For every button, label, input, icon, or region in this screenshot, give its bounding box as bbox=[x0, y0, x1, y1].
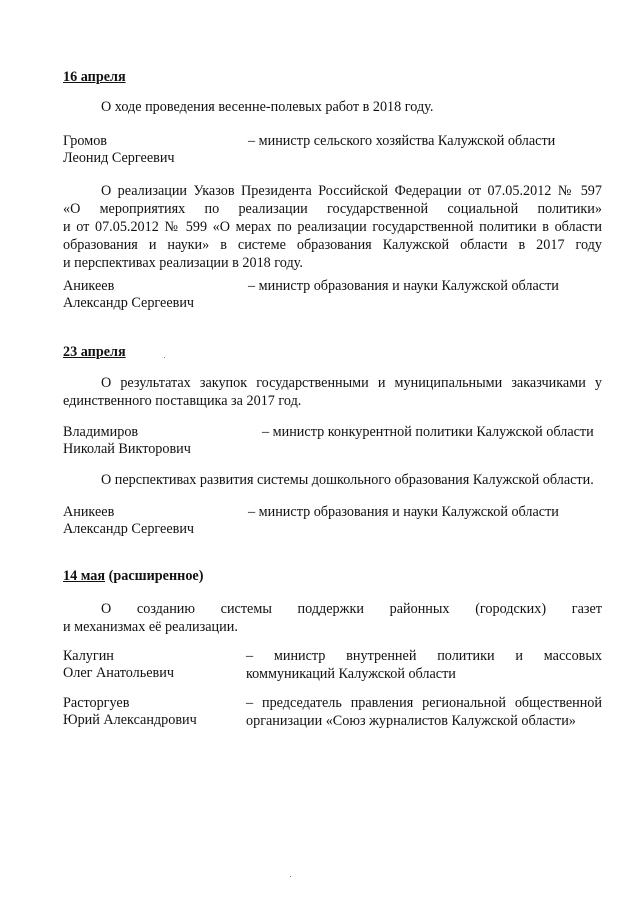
agenda-topic bbox=[63, 600, 602, 636]
section-date-note: (расширенное) bbox=[105, 568, 204, 584]
speaker-surname: Аникеев bbox=[63, 278, 115, 294]
agenda-topic: О ходе проведения весенне-полевых работ в 2018 году. bbox=[101, 99, 434, 115]
topic-line: и механизмах её реализации. bbox=[63, 619, 238, 635]
topic-line: «О мероприятиях по реализации государственной социальной политики» bbox=[63, 201, 602, 217]
topic-line: единственного поставщика за 2017 год. bbox=[63, 393, 302, 409]
section-date-16-april: 16 апреля bbox=[63, 69, 126, 85]
topic-line: и перспективах реализации в 2018 году. bbox=[63, 255, 303, 271]
section-date-14-may: 14 мая (расширенное) bbox=[63, 568, 204, 584]
speaker-role: – министр образования и науки Калужской области bbox=[248, 504, 559, 520]
agenda-topic bbox=[63, 374, 602, 410]
speaker-surname: Громов bbox=[63, 133, 107, 149]
section-date-23-april: 23 апреля bbox=[63, 344, 126, 360]
speaker-role bbox=[246, 647, 602, 683]
speaker-role: – министр сельского хозяйства Калужской области bbox=[248, 133, 556, 149]
role-line: организации «Союз журналистов Калужской области» bbox=[246, 713, 576, 729]
role-line: – министр внутренней политики и массовых bbox=[246, 648, 602, 664]
scan-speck bbox=[164, 357, 165, 358]
speaker-given-name: Олег Анатольевич bbox=[63, 665, 174, 681]
speaker-given-name: Николай Викторович bbox=[63, 441, 191, 457]
role-line: – председатель правления региональной общественной bbox=[246, 695, 602, 711]
speaker-given-name: Александр Сергеевич bbox=[63, 295, 195, 311]
speaker-role: – министр конкурентной политики Калужской области bbox=[262, 424, 594, 440]
speaker-surname: Расторгуев bbox=[63, 695, 130, 711]
topic-line: О реализации Указов Президента Российской Федерации от 07.05.2012 № 597 bbox=[101, 183, 602, 199]
topic-line: образования и науки» в системе образования Калужской области в 2017 году bbox=[63, 237, 602, 253]
agenda-topic: О перспективах развития системы дошкольного образования Калужской области. bbox=[101, 472, 594, 488]
role-line: коммуникаций Калужской области bbox=[246, 666, 456, 682]
speaker-surname: Калугин bbox=[63, 648, 114, 664]
speaker-given-name: Леонид Сергеевич bbox=[63, 150, 175, 166]
speaker-role: – министр образования и науки Калужской области bbox=[248, 278, 559, 294]
agenda-topic bbox=[63, 182, 602, 272]
topic-line: О результатах закупок государственными и муниципальными заказчиками у bbox=[101, 375, 602, 391]
speaker-role bbox=[246, 694, 602, 730]
speaker-given-name: Юрий Александрович bbox=[63, 712, 197, 728]
speaker-surname: Аникеев bbox=[63, 504, 115, 520]
topic-line: и от 07.05.2012 № 599 «О мерах по реализации государственной политики в области bbox=[63, 219, 602, 235]
topic-line: О созданию системы поддержки районных (городских) газет bbox=[101, 601, 602, 617]
speaker-given-name: Александр Сергеевич bbox=[63, 521, 195, 537]
scan-speck bbox=[290, 876, 291, 877]
speaker-surname: Владимиров bbox=[63, 424, 139, 440]
